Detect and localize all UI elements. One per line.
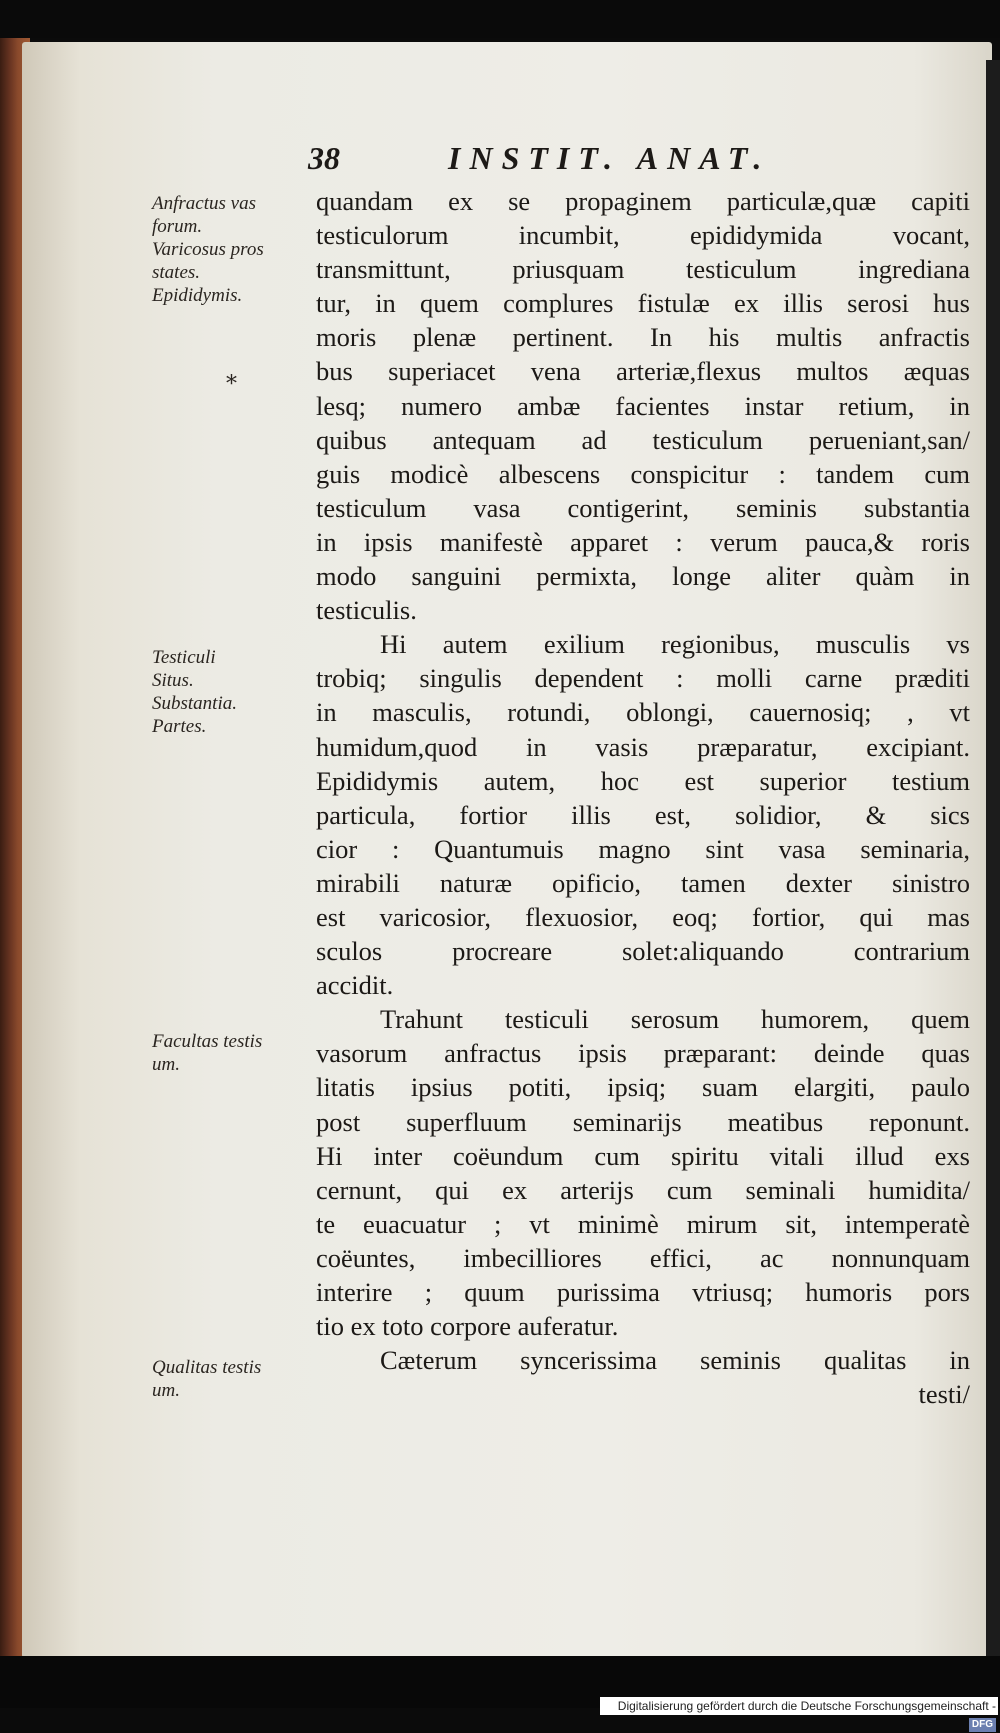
text-line: moris plenæ pertinent. In his multis anfractis bbox=[316, 322, 970, 353]
credit-text: Digitalisierung gefördert durch die Deutsche Forschungsgemeinschaft - bbox=[617, 1699, 996, 1713]
text-line: testiculorum incumbit, epididymida vocant, bbox=[316, 220, 970, 251]
text-line: cernunt, qui ex arterijs cum seminali humidita/ bbox=[316, 1174, 970, 1205]
text-line: humidum,quod in vasis præparatur, excipiant. bbox=[316, 731, 970, 762]
running-head bbox=[308, 140, 868, 186]
marginal-line: Qualitas testis bbox=[152, 1357, 262, 1378]
text-line: in ipsis manifestè apparet : verum pauca,& roris bbox=[316, 526, 970, 557]
text-line: post superfluum seminarijs meatibus reponunt. bbox=[316, 1106, 970, 1137]
marginal-line: um. bbox=[152, 1054, 180, 1075]
text-line: litatis ipsius potiti, ipsiq; suam elargiti, paulo bbox=[316, 1072, 970, 1103]
text-line: te euacuatur ; vt minimè mirum sit, intemperatè bbox=[316, 1208, 970, 1239]
marginal-line: um. bbox=[152, 1380, 180, 1401]
text-line: trobiq; singulis dependent : molli carne præditi bbox=[316, 663, 970, 694]
marginal-line: states. bbox=[152, 262, 201, 283]
text-line: modo sanguini permixta, longe aliter quàm in bbox=[316, 561, 970, 592]
marginal-line: Anfractus vas bbox=[152, 193, 256, 214]
body-text bbox=[316, 184, 970, 1411]
text-line: tio ex toto corpore auferatur. bbox=[316, 1311, 619, 1342]
text-line: bus superiacet vena arteriæ,flexus multos æquas bbox=[316, 356, 970, 387]
marginal-line: Substantia. bbox=[152, 693, 237, 714]
text-line: vasorum anfractus ipsis præparant: deinde quas bbox=[316, 1038, 970, 1069]
text-line: guis modicè albescens conspicitur : tandem cum bbox=[316, 458, 970, 489]
dfg-logo: DFG bbox=[969, 1718, 996, 1732]
text-line: accidit. bbox=[316, 970, 394, 1001]
marginal-line: Facultas testis bbox=[152, 1031, 263, 1052]
marginal-note-facultas bbox=[152, 1030, 312, 1076]
text-line: quandam ex se propaginem particulæ,quæ capiti bbox=[316, 186, 970, 216]
page-edge-right bbox=[986, 60, 1000, 1660]
marginal-note-qualitas bbox=[152, 1356, 312, 1402]
text-line: coëuntes, imbecilliores effici, ac nonnunquam bbox=[316, 1242, 970, 1273]
running-title: INSTIT. ANAT. bbox=[448, 140, 771, 176]
marginal-line: Testiculi bbox=[152, 647, 216, 668]
marginal-line: Partes. bbox=[152, 716, 207, 737]
text-line: Hi autem exilium regionibus, musculis vs bbox=[380, 629, 970, 660]
text-line: Hi inter coëundum cum spiritu vitali illud exs bbox=[316, 1140, 970, 1171]
text-line: est varicosior, flexuosior, eoq; fortior, qui mas bbox=[316, 901, 970, 932]
text-line: particula, fortior illis est, solidior, & sics bbox=[316, 799, 970, 830]
text-line: testiculis. bbox=[316, 595, 417, 626]
marginal-line: Varicosus pros bbox=[152, 239, 264, 260]
text-line: in masculis, rotundi, oblongi, cauernosiq; , vt bbox=[316, 697, 970, 728]
catchword: testi/ bbox=[918, 1379, 970, 1410]
text-line: Cæterum syncerissima seminis qualitas in bbox=[380, 1345, 970, 1376]
text-line: lesq; numero ambæ facientes instar retium, in bbox=[316, 390, 970, 421]
text-line: transmittunt, priusquam testiculum ingrediana bbox=[316, 254, 970, 285]
marginal-note-anfractus bbox=[152, 192, 312, 307]
page-number: 38 bbox=[308, 140, 340, 176]
text-line: cior : Quantumuis magno sint vasa seminaria, bbox=[316, 833, 970, 864]
marginal-note-testiculi bbox=[152, 646, 312, 738]
text-line: tur, in quem complures fistulæ ex illis serosi hus bbox=[316, 288, 970, 319]
text-line: sculos procreare solet:aliquando contrarium bbox=[316, 936, 970, 967]
text-line: mirabili naturæ opificio, tamen dexter sinistro bbox=[316, 867, 970, 898]
marginal-line: Epididymis. bbox=[152, 285, 243, 306]
digitization-credit bbox=[600, 1697, 998, 1730]
top-black-border bbox=[0, 0, 1000, 38]
marginal-line: forum. bbox=[152, 216, 203, 237]
text-line: testiculum vasa contigerint, seminis substantia bbox=[316, 492, 970, 523]
text-line: Trahunt testiculi serosum humorem, quem bbox=[380, 1004, 970, 1035]
text-line: interire ; quum purissima vtriusq; humoris pors bbox=[316, 1277, 970, 1307]
text-line: Epididymis autem, hoc est superior testium bbox=[316, 765, 970, 796]
marginal-line: Situs. bbox=[152, 670, 194, 691]
text-line: quibus antequam ad testiculum perueniant,san/ bbox=[316, 424, 970, 455]
asterisk-mark: * bbox=[226, 372, 237, 397]
